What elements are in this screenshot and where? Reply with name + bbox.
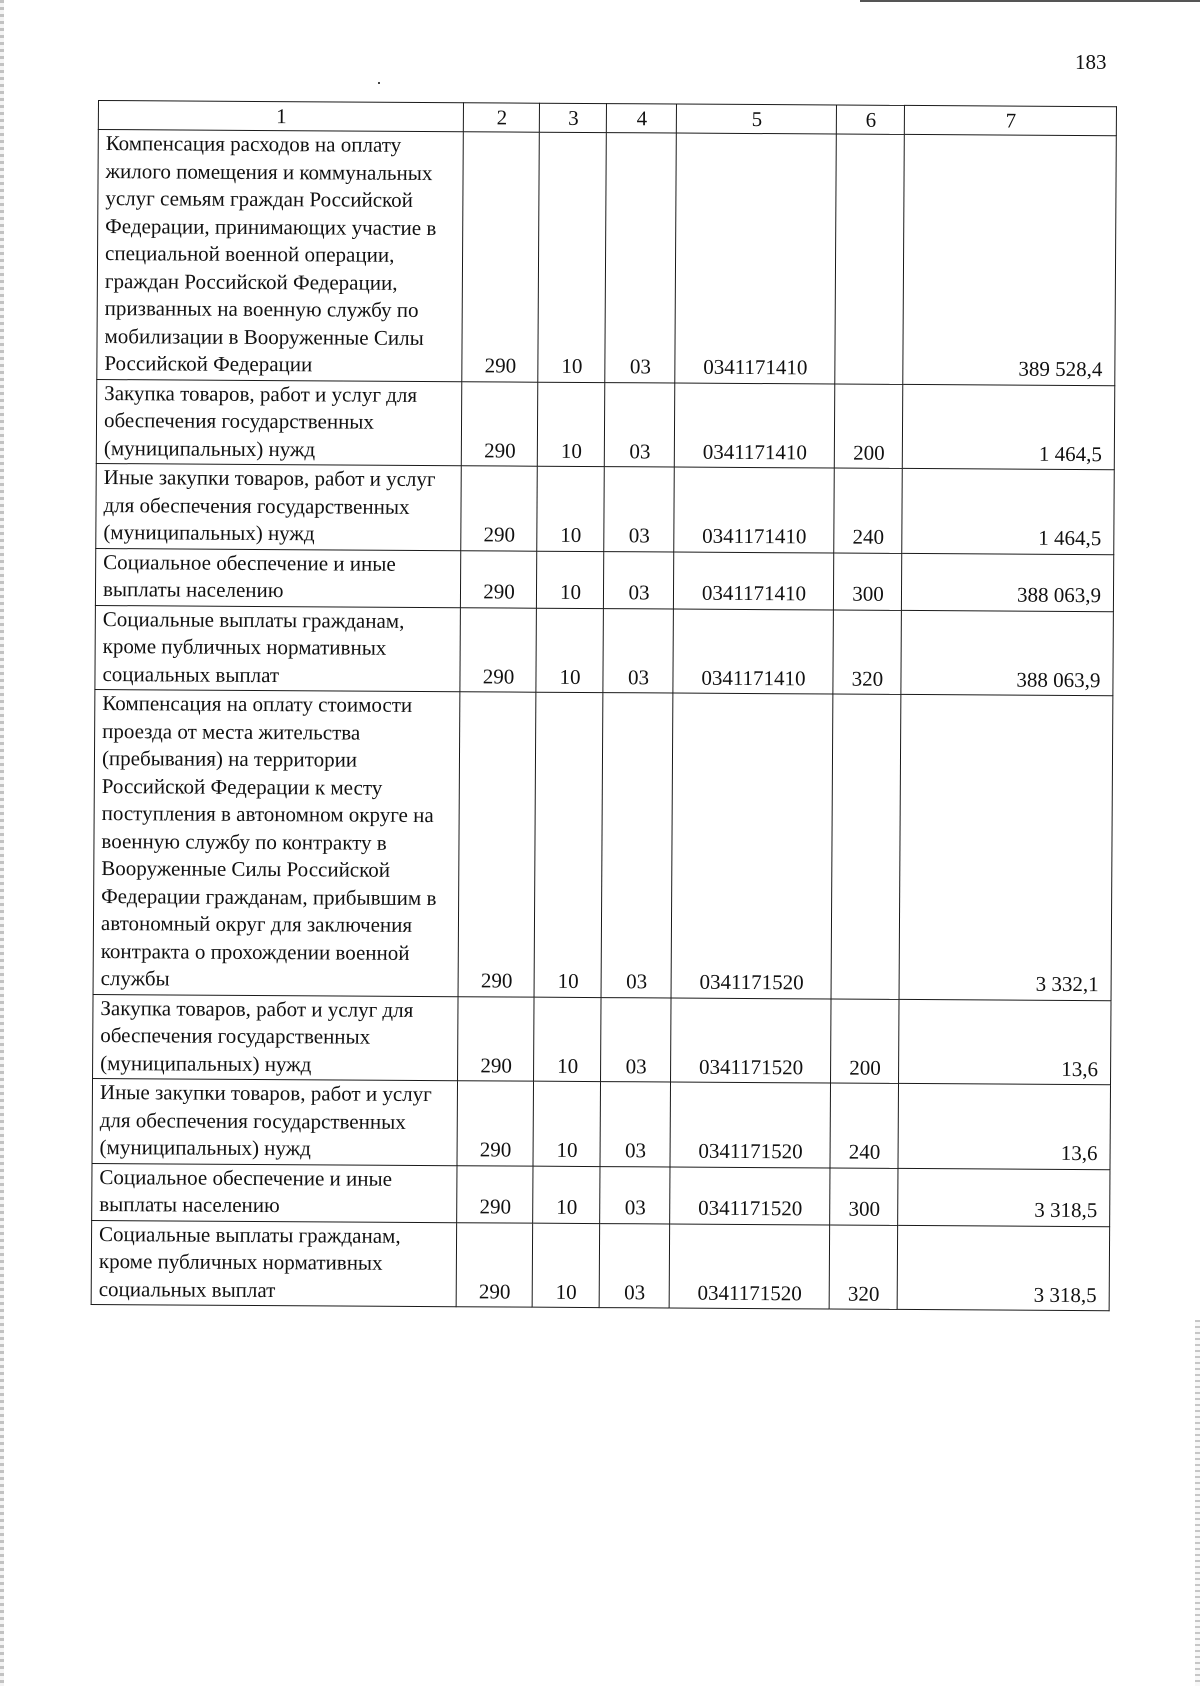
row-code-5: 0341171520	[671, 998, 832, 1083]
row-code-5: 0341171410	[674, 383, 835, 468]
row-code-4: 03	[601, 693, 673, 998]
row-name: Компенсация расходов на оплату жилого помещения и коммунальных услуг семьям граждан Российской Федерации, принимающих участие в специальной военной операции, граждан Российской Федерации, призванных на военную службу по мобилизации в Вооруженные Силы Российской Федерации	[97, 130, 464, 382]
row-code-5: 0341171520	[670, 1167, 830, 1225]
row-amount: 3 332,1	[899, 694, 1113, 1000]
row-code-5: 0341171520	[670, 1082, 831, 1167]
row-code-2: 290	[458, 692, 536, 997]
row-amount: 3 318,5	[898, 1168, 1110, 1226]
table-row	[93, 689, 1113, 1000]
row-code-4: 03	[599, 1223, 670, 1308]
row-code-2: 290	[456, 1222, 533, 1307]
header-cell-4: 4	[606, 104, 676, 133]
row-code-6: 240	[834, 468, 903, 553]
table-row	[96, 463, 1114, 554]
row-code-3: 10	[536, 608, 604, 693]
row-code-4: 03	[604, 467, 675, 552]
row-amount: 1 464,5	[902, 384, 1115, 470]
row-code-2: 290	[461, 466, 538, 551]
row-code-3: 10	[538, 132, 607, 382]
row-code-6: 240	[830, 1083, 899, 1168]
row-code-6	[831, 694, 901, 999]
row-code-4: 03	[603, 551, 673, 608]
header-cell-7: 7	[904, 105, 1116, 135]
row-code-3: 10	[536, 551, 603, 608]
row-name: Социальные выплаты гражданам, кроме публичных нормативных социальных выплат	[95, 605, 461, 692]
table-row	[97, 130, 1117, 386]
header-cell-1: 1	[98, 101, 463, 132]
budget-table	[91, 100, 1117, 1311]
scan-edge-left	[0, 0, 4, 1686]
row-code-3: 10	[537, 382, 605, 467]
row-name: Социальные выплаты гражданам, кроме публичных нормативных социальных выплат	[91, 1220, 457, 1307]
row-name: Закупка товаров, работ и услуг для обеспечения государственных (муниципальных) нужд	[93, 994, 459, 1081]
row-code-5: 0341171520	[671, 693, 833, 998]
row-code-4: 03	[605, 133, 677, 383]
row-code-3: 10	[534, 692, 603, 997]
budget-table-container	[91, 100, 1116, 1311]
header-cell-5: 5	[676, 104, 836, 134]
row-code-3: 10	[533, 1081, 601, 1166]
row-code-3: 10	[537, 466, 605, 551]
table-row	[96, 379, 1114, 470]
row-code-2: 290	[457, 1081, 534, 1166]
row-amount: 388 063,9	[901, 553, 1113, 611]
row-code-4: 03	[600, 1082, 671, 1167]
table-row	[91, 1220, 1109, 1311]
row-name: Иные закупки товаров, работ и услуг для обеспечения государственных (муниципальных) нужд	[92, 1078, 458, 1165]
row-name: Компенсация на оплату стоимости проезда от места жительства (пребывания) на территории Российской Федерации к месту поступления в автономном округе на военную службу по контракту в Вооруженные Силы Российской Федерации гражданам, прибывшим в автономный округ для заключения контракта о прохождении военной службы	[93, 689, 460, 996]
row-code-4: 03	[601, 997, 672, 1082]
row-code-3: 10	[532, 1223, 600, 1308]
header-cell-2: 2	[463, 103, 539, 132]
row-code-6: 200	[831, 998, 900, 1083]
table-row	[95, 605, 1113, 696]
table-row	[93, 994, 1111, 1085]
row-code-2: 290	[460, 550, 536, 607]
row-code-2: 290	[457, 1165, 533, 1222]
row-amount: 388 063,9	[901, 610, 1114, 696]
scan-top-border	[860, 0, 1200, 2]
row-amount: 1 464,5	[902, 468, 1115, 554]
row-code-4: 03	[603, 608, 674, 693]
row-amount: 13,6	[898, 1083, 1111, 1169]
row-code-5: 0341171410	[674, 467, 835, 552]
row-code-5: 0341171410	[675, 133, 837, 383]
row-code-6: 200	[834, 384, 903, 469]
row-code-6: 300	[830, 1167, 898, 1224]
row-code-2: 290	[462, 132, 540, 382]
row-code-3: 10	[533, 1166, 600, 1223]
scan-edge-right	[1195, 1320, 1200, 1686]
row-amount: 13,6	[899, 999, 1112, 1085]
row-amount: 389 528,4	[903, 134, 1117, 385]
row-code-6: 320	[829, 1224, 898, 1309]
row-code-5: 0341171520	[669, 1224, 830, 1309]
row-code-2: 290	[460, 607, 537, 692]
page-number: 183	[1075, 50, 1107, 74]
row-code-5: 0341171410	[673, 609, 834, 694]
row-code-6: 320	[833, 610, 902, 695]
row-code-5: 0341171410	[673, 552, 833, 610]
row-name: Закупка товаров, работ и услуг для обеспечения государственных (муниципальных) нужд	[96, 379, 462, 466]
row-name: Социальное обеспечение и иные выплаты населению	[95, 548, 460, 607]
row-name: Иные закупки товаров, работ и услуг для обеспечения государственных (муниципальных) нужд	[96, 463, 462, 550]
header-cell-3: 3	[539, 103, 606, 132]
table-row	[92, 1163, 1110, 1226]
row-code-2: 290	[461, 381, 538, 466]
row-code-2: 290	[458, 996, 535, 1081]
table-row	[95, 548, 1113, 611]
row-code-6	[835, 134, 905, 384]
scan-speck	[378, 82, 380, 84]
row-code-4: 03	[600, 1166, 670, 1223]
table-row	[92, 1078, 1110, 1169]
row-code-3: 10	[534, 997, 602, 1082]
row-code-6: 300	[833, 553, 901, 610]
row-amount: 3 318,5	[897, 1225, 1110, 1311]
row-code-4: 03	[604, 382, 675, 467]
header-cell-6: 6	[836, 105, 904, 134]
row-name: Социальное обеспечение и иные выплаты населению	[92, 1163, 457, 1222]
